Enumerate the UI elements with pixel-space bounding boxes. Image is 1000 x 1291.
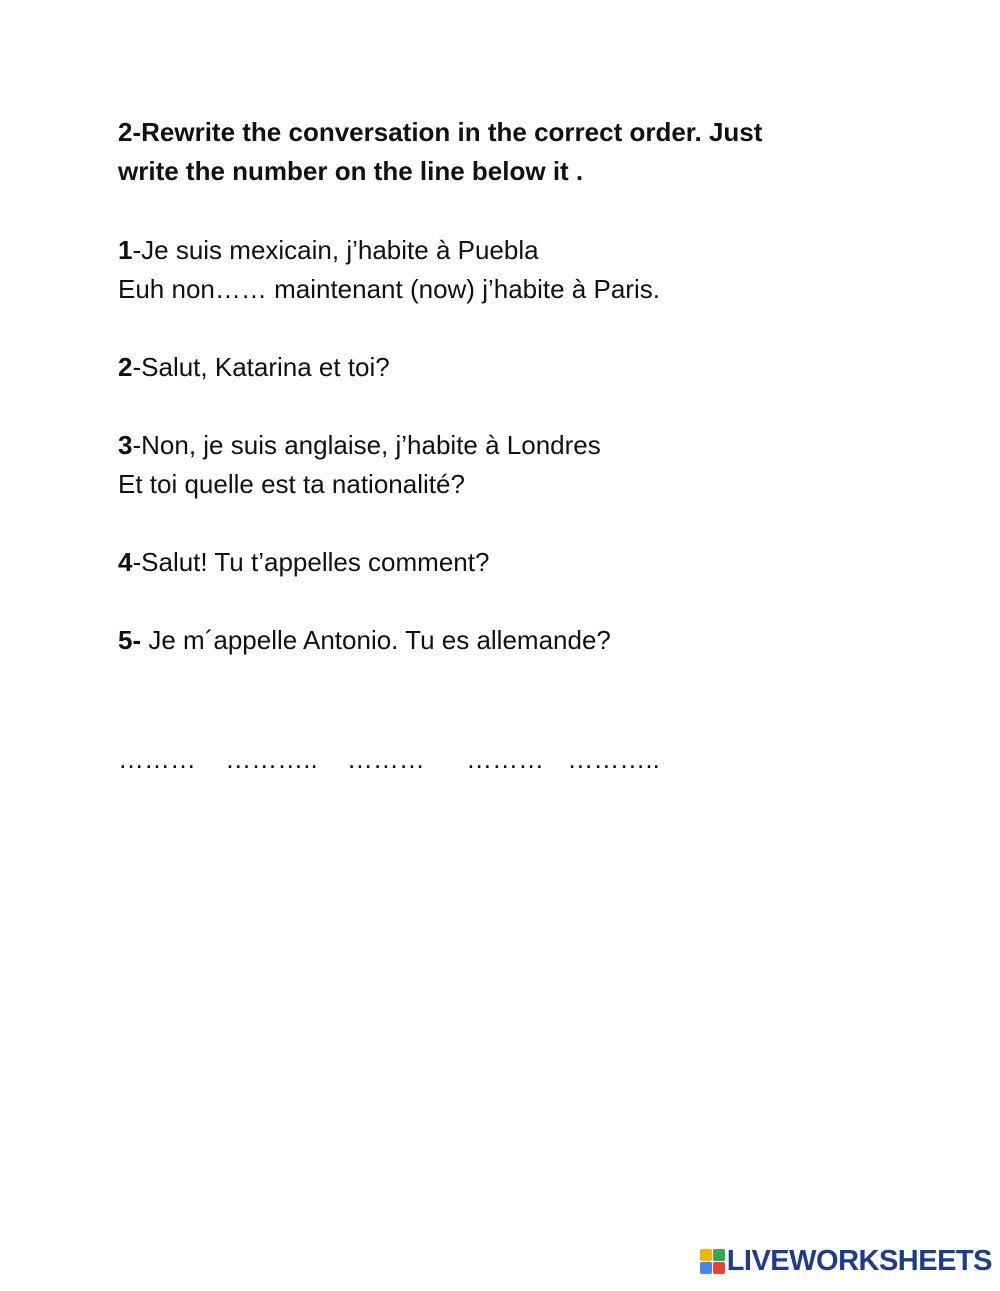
instruction-line-1: 2-Rewrite the conversation in the correct order. Just bbox=[118, 117, 763, 147]
instruction-line-2: write the number on the line below it . bbox=[118, 156, 584, 186]
answer-blank-1[interactable]: ……… bbox=[118, 744, 196, 774]
logo-mark-icon bbox=[700, 1249, 725, 1274]
item-number: 5- bbox=[118, 625, 142, 655]
item-separator: - bbox=[132, 547, 142, 577]
item-text: Et toi quelle est ta nationalité? bbox=[118, 469, 465, 499]
item-separator: - bbox=[132, 430, 142, 460]
item-text: Salut! Tu t’appelles comment? bbox=[141, 547, 490, 577]
answer-blank-2[interactable]: ……….. bbox=[225, 744, 318, 774]
conversation-item-1 bbox=[118, 231, 878, 309]
answer-blank-4[interactable]: ……… bbox=[466, 744, 545, 774]
conversation-item-2 bbox=[118, 348, 878, 387]
liveworksheets-logo bbox=[700, 1245, 992, 1277]
item-number: 3 bbox=[118, 430, 133, 460]
conversation-item-5 bbox=[118, 621, 878, 660]
logo-square-icon bbox=[700, 1262, 712, 1274]
instruction-text bbox=[118, 113, 878, 191]
logo-square-icon bbox=[700, 1249, 712, 1261]
item-number: 1 bbox=[118, 235, 133, 265]
item-separator: - bbox=[132, 235, 142, 265]
item-text: Salut, Katarina et toi? bbox=[141, 352, 390, 382]
answer-blank-5[interactable]: ……….. bbox=[567, 744, 660, 774]
logo-square-icon bbox=[713, 1262, 725, 1274]
item-text: Je suis mexicain, j’habite à Puebla bbox=[141, 235, 539, 265]
conversation-item-3 bbox=[118, 426, 878, 504]
item-text: Je m´appelle Antonio. Tu es allemande? bbox=[148, 625, 611, 655]
item-separator: - bbox=[132, 352, 142, 382]
conversation-items bbox=[118, 231, 878, 660]
item-text: Euh non…… maintenant (now) j’habite à Paris. bbox=[118, 274, 660, 304]
item-text: Non, je suis anglaise, j’habite à Londres bbox=[141, 430, 601, 460]
answer-blanks-row bbox=[118, 740, 682, 779]
logo-square-icon bbox=[713, 1249, 725, 1261]
answer-blank-3[interactable]: ……… bbox=[346, 744, 425, 774]
item-number: 2 bbox=[118, 352, 133, 382]
logo-text: LIVEWORKSHEETS bbox=[726, 1244, 992, 1277]
item-number: 4 bbox=[118, 547, 133, 577]
conversation-item-4 bbox=[118, 543, 878, 582]
worksheet bbox=[118, 113, 878, 699]
